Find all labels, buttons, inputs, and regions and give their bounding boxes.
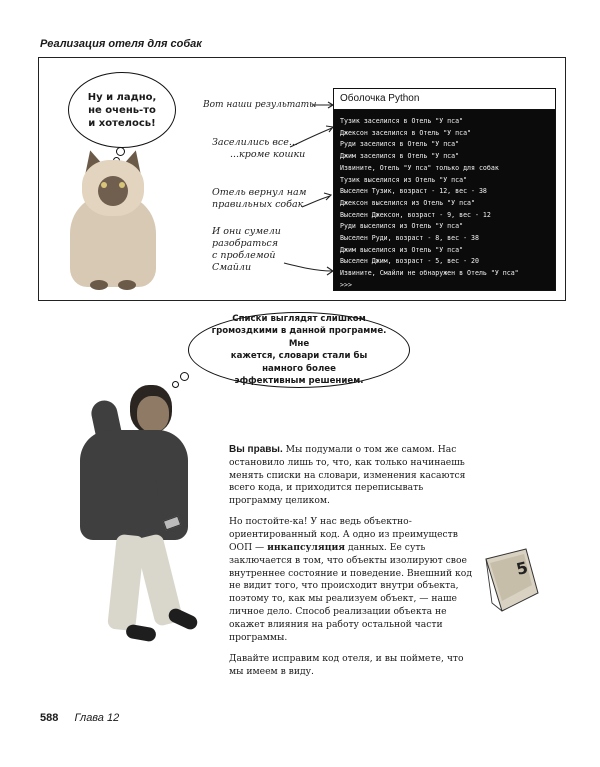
results-label: Вот наши результаты — [203, 100, 317, 110]
cat-eye — [119, 182, 125, 188]
running-head-title: Реализация отеля для собак — [40, 38, 202, 50]
shell-line: Выселен Тузик, возраст - 12, вес - 38 — [340, 187, 487, 196]
shell-line: Джексон заселился в Отель "У пса" — [340, 128, 472, 137]
cat-paw — [90, 280, 108, 290]
annotation-arrows — [250, 95, 340, 295]
lead-in: Вы правы. — [229, 444, 283, 455]
bill-shape — [486, 549, 538, 611]
developer-thought-bubble — [188, 312, 410, 388]
running-head — [40, 38, 202, 50]
shell-line: Джексон выселился из Отель "У пса" — [340, 198, 475, 207]
money-bill-illustration — [480, 545, 542, 615]
thought-dot — [180, 372, 189, 381]
paragraph-2 — [229, 516, 475, 644]
python-shell-window — [333, 88, 556, 291]
annotation-line: Смайли — [212, 262, 252, 273]
cat-bubble-line: и хотелось! — [88, 117, 156, 129]
annotation-line: правильных собак — [212, 199, 304, 210]
arrow-checkin — [290, 128, 332, 147]
shell-line: Тузик выселился из Отель "У пса" — [340, 175, 468, 184]
shell-line: Выселен Джексон, возраст - 9, вес - 12 — [340, 210, 491, 219]
paragraph-1 — [229, 444, 475, 508]
shell-line: Выселен Джим, возраст - 5, вес - 20 — [340, 257, 479, 266]
annotation-line: И они сумели — [212, 226, 281, 237]
dev-bubble-line: громоздкими в данной программе. Мне — [211, 326, 387, 349]
shell-line: Руди заселился в Отель "У пса" — [340, 140, 460, 149]
arrow-dogs — [302, 196, 330, 207]
cat-eye — [101, 182, 107, 188]
dev-bubble-line: кажется, словари стали бы намного более — [230, 351, 368, 374]
arrow-smiley — [284, 263, 332, 271]
annotation-line: ...кроме кошки — [230, 149, 306, 160]
annotation-line: Отель вернул нам — [212, 187, 307, 198]
cat-bubble-line: не очень-то — [88, 104, 156, 116]
paragraph-1-text: Мы подумали о том же самом. Нас остановило лишь то, что, как только начинаешь менять списки на словари, изменения касаются всего кода, и приходится переписывать программу целиком. — [229, 444, 466, 507]
cat-thought-bubble — [68, 72, 176, 148]
chapter-label: Глава 12 — [74, 712, 120, 724]
bill-denomination: 5 — [514, 557, 530, 579]
paragraph-2-text-a: Но постойте-ка! У нас ведь объектно-ориентированный код. А одно из преимуществ ООП — — [229, 516, 458, 554]
shell-line: Тузик заселился в Отель "У пса" — [340, 117, 464, 125]
body-text — [229, 444, 475, 687]
annotation-line: с проблемой — [212, 250, 276, 261]
shell-line: Джим выселился из Отель "У пса" — [340, 245, 464, 254]
emphasis-encapsulation: инкапсуляция — [267, 542, 346, 554]
paragraph-2-text-b: данных. Ее суть заключается в том, что объекты изолируют свое внутреннее состояние и поведение. Внешний код не видит того, что происходит внутри объекта, поэтому то, как мы реализуем объект, — наше личное дело. Способ реализации объекта не окажет влияния на работу остальной части программы. — [229, 542, 472, 643]
shell-output — [334, 110, 555, 292]
shell-prompt: >>> — [340, 280, 352, 289]
dev-bubble-line: Списки выглядят слишком — [232, 313, 366, 324]
shell-line: Выселен Руди, возраст - 8, вес - 38 — [340, 234, 479, 243]
annotation-line: Заселились все... — [212, 137, 298, 148]
shell-line: Руди выселился из Отель "У пса" — [340, 222, 464, 231]
shell-line: Извините, Смайли не обнаружен в Отель "У пса" — [340, 269, 519, 278]
dev-bubble-line: эффективным решением. — [234, 376, 364, 386]
paragraph-3: Давайте исправим код отеля, и вы поймете, что мы имеем в виду. — [229, 652, 464, 677]
person-face — [137, 396, 169, 432]
shell-line: Джим заселился в Отель "У пса" — [340, 152, 460, 161]
cat-face — [98, 176, 128, 206]
cat-bubble-line: Ну и ладно, — [87, 91, 157, 103]
cat-paw — [118, 280, 136, 290]
shell-line: Извините, Отель "У пса" только для собак — [340, 163, 499, 172]
page-number: 588 — [40, 712, 59, 724]
page-footer — [40, 712, 119, 724]
annotation-line: разобраться — [212, 238, 278, 249]
shell-title: Оболочка Python — [334, 89, 555, 110]
